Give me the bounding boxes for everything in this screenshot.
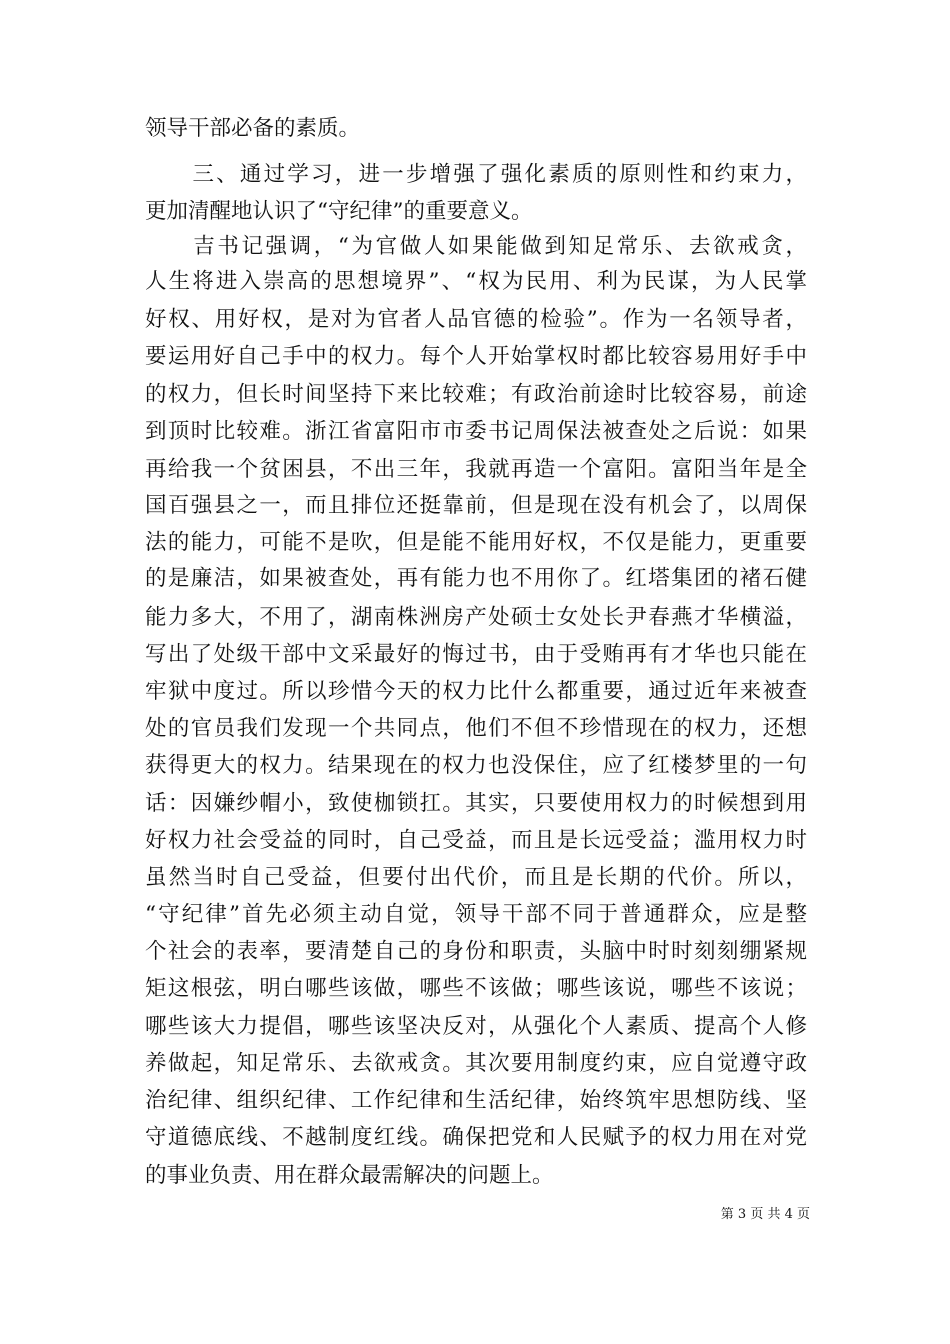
text-line: 要运用好自己手中的权力。每个人开始掌权时都比较容易用好手中: [145, 344, 807, 369]
text-line: 写出了处级干部中文采最好的悔过书，由于受贿再有才华也只能在: [145, 642, 807, 667]
text-line: 治纪律、组织纪律、工作纪律和生活纪律，始终筑牢思想防线、坚: [145, 1088, 807, 1113]
text-line: 获得更大的权力。结果现在的权力也没保住，应了红楼梦里的一句: [145, 753, 807, 778]
text-line: 领导干部必备的素质。: [145, 116, 361, 141]
text-line: 好权、用好权，是对为官者人品官德的检验”。作为一名领导者，: [145, 307, 807, 332]
text-line: 到顶时比较难。浙江省富阳市市委书记周保法被查处之后说：如果: [145, 419, 807, 444]
text-line: 法的能力，可能不是吹，但是能不能用好权，不仅是能力，更重要: [145, 530, 807, 555]
text-line: 更加清醒地认识了“守纪律”的重要意义。: [145, 199, 533, 224]
text-line: 虽然当时自己受益，但要付出代价，而且是长期的代价。所以，: [145, 865, 807, 890]
text-line: 个社会的表率，要清楚自己的身份和职责，头脑中时时刻刻绷紧规: [145, 939, 807, 964]
text-line: 处的官员我们发现一个共同点，他们不但不珍惜现在的权力，还想: [145, 716, 807, 741]
text-line: 矩这根弦，明白哪些该做，哪些不该做；哪些该说，哪些不该说；: [145, 976, 807, 1001]
text-line: 守道德底线、不越制度红线。确保把党和人民赋予的权力用在对党: [145, 1125, 807, 1150]
text-line: 吉书记强调，“为官做人如果能做到知足常乐、去欲戒贪，: [145, 234, 807, 259]
text-line: 话：因嫌纱帽小，致使枷锁扛。其实，只要使用权力的时候想到用: [145, 791, 807, 816]
text-line: 好权力社会受益的同时，自己受益，而且是长远受益；滥用权力时: [145, 828, 807, 853]
text-line: 的权力，但长时间坚持下来比较难；有政治前途时比较容易，前途: [145, 382, 807, 407]
text-line: 国百强县之一，而且排位还挺靠前，但是现在没有机会了，以周保: [145, 493, 807, 518]
text-line: 牢狱中度过。所以珍惜今天的权力比什么都重要，通过近年来被查: [145, 679, 807, 704]
text-line: 再给我一个贫困县，不出三年，我就再造一个富阳。富阳当年是全: [145, 457, 807, 482]
text-line: 养做起，知足常乐、去欲戒贪。其次要用制度约束，应自觉遵守政: [145, 1051, 807, 1076]
text-line: 人生将进入崇高的思想境界”、“权为民用、利为民谋，为人民掌: [145, 269, 807, 294]
text-line: 能力多大，不用了，湖南株洲房产处硕士女处长尹春燕才华横溢，: [145, 605, 807, 630]
text-line: 哪些该大力提倡，哪些该坚决反对，从强化个人素质、提高个人修: [145, 1014, 807, 1039]
text-line: 的是廉洁，如果被查处，再有能力也不用你了。红塔集团的褚石健: [145, 566, 807, 591]
text-line: “守纪律”首先必须主动自觉，领导干部不同于普通群众，应是整: [145, 902, 807, 927]
text-line: 的事业负责、用在群众最需解决的问题上。: [145, 1163, 554, 1188]
text-line: 三、通过学习，进一步增强了强化素质的原则性和约束力，: [145, 162, 807, 187]
page-number-footer: 第 3 页 共 4 页: [720, 1207, 810, 1222]
